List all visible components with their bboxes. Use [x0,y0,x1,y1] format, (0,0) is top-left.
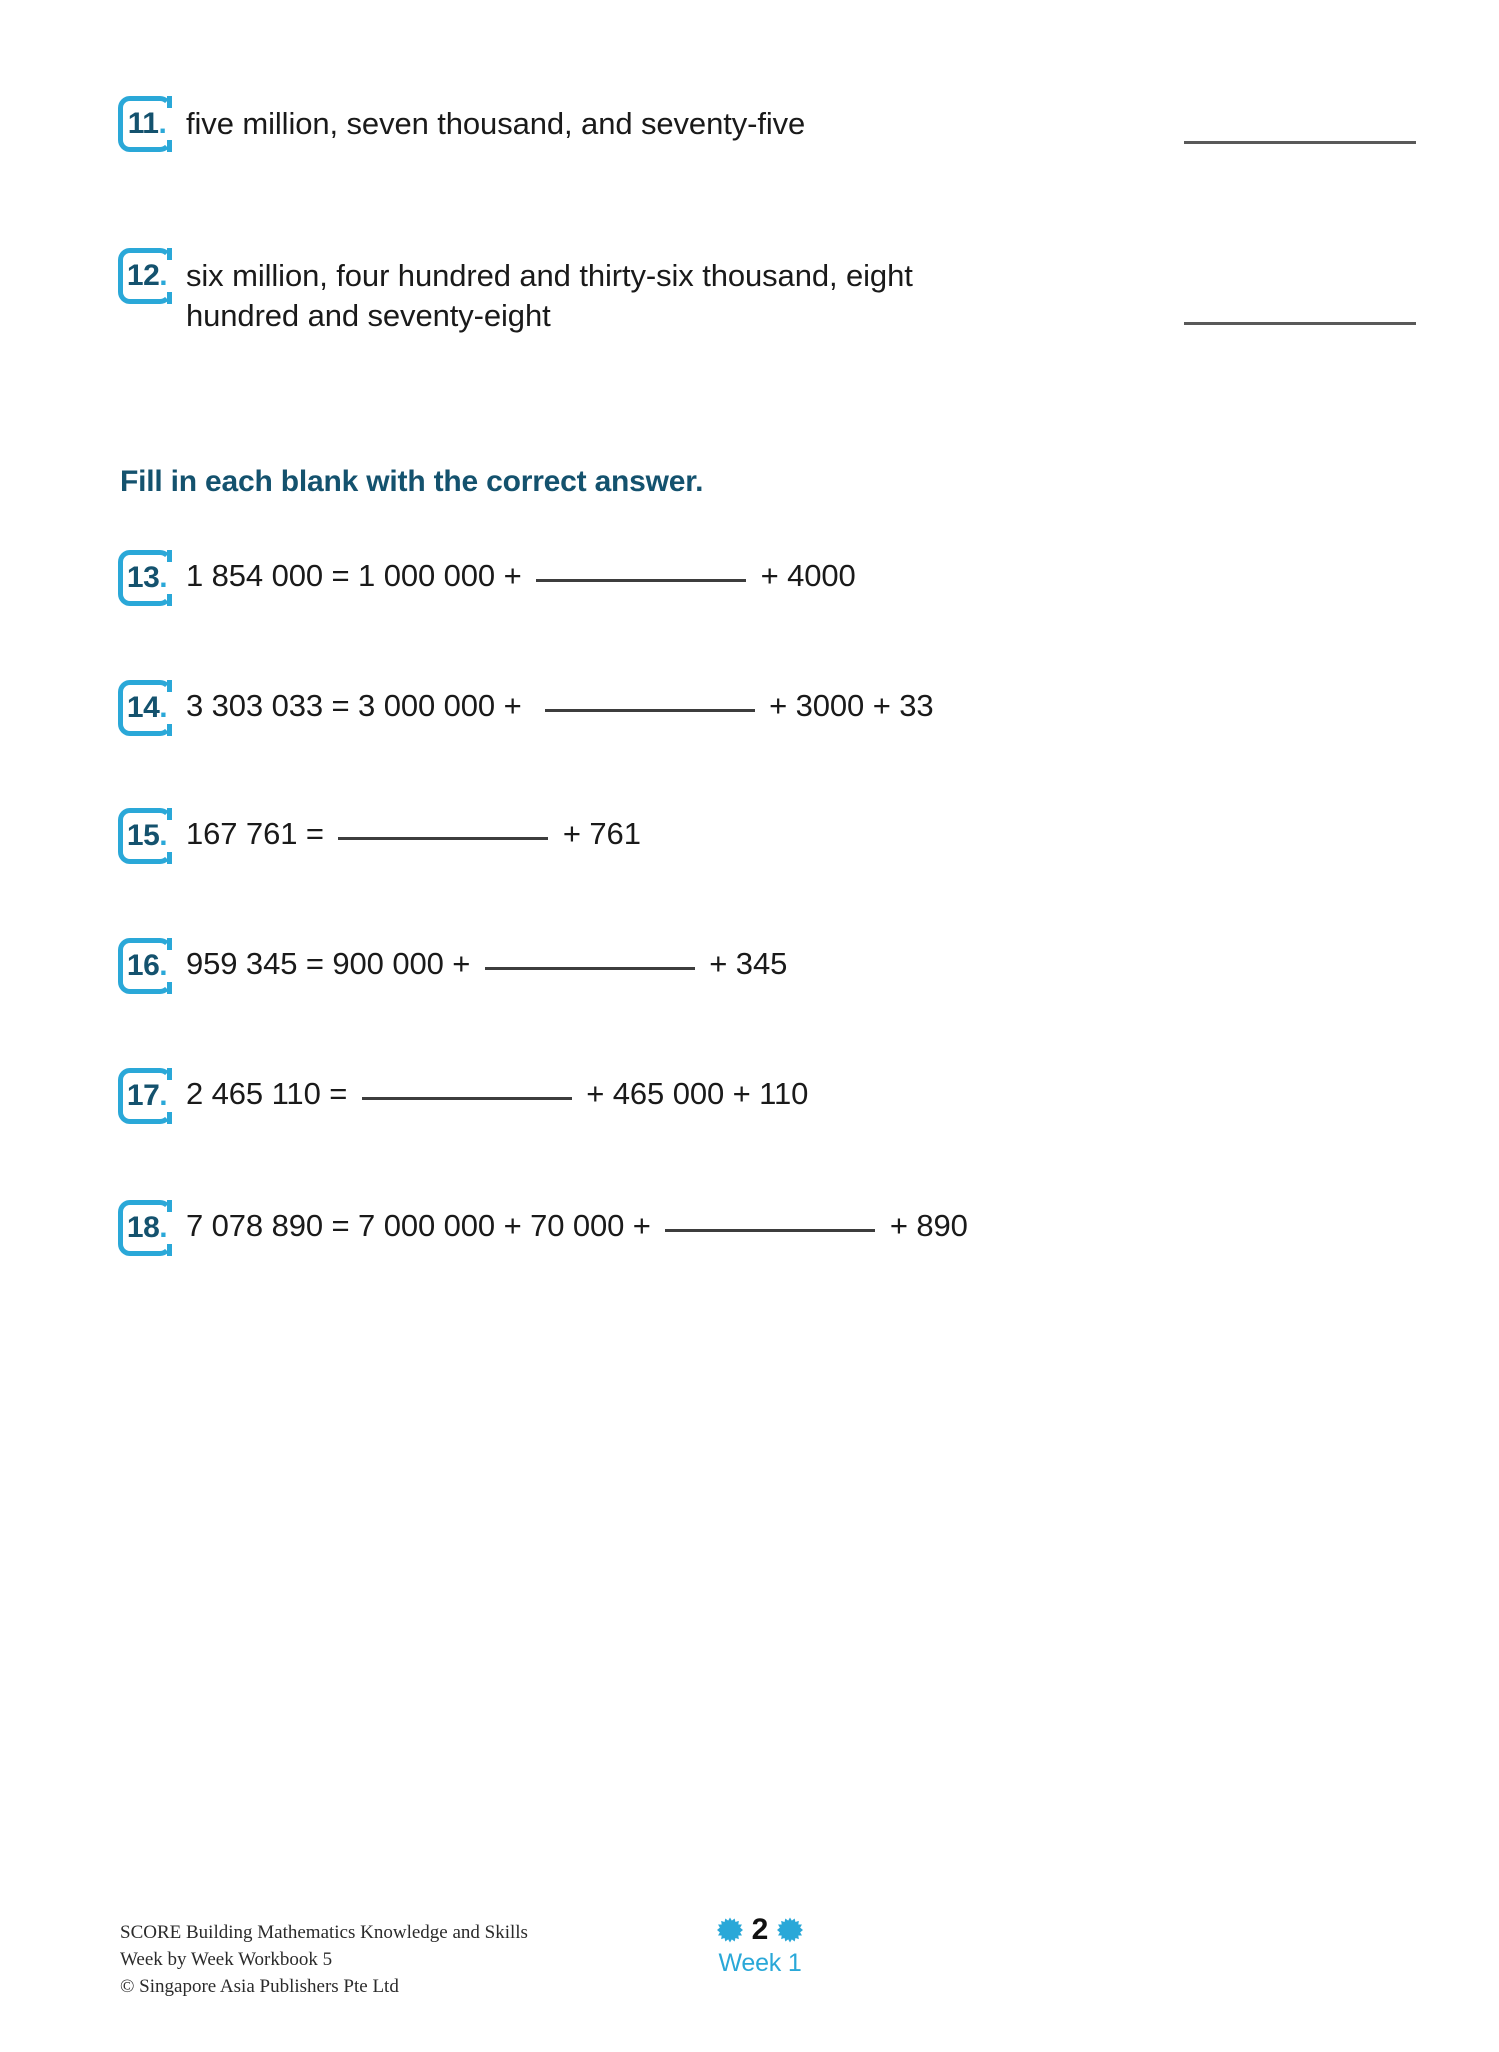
equation-15-after: + 761 [554,816,641,851]
question-number-badge-15 [118,808,176,864]
equation-18-after: + 890 [881,1208,968,1243]
question-18 [118,1200,968,1256]
page-number-row [660,1912,860,1948]
footer-credit-line-1: SCORE Building Mathematics Knowledge and Skills [120,1922,528,1943]
blank-line-13[interactable] [536,579,746,582]
footer-credit-block [120,1920,528,2001]
question-12-text: six million, four hundred and thirty-six thousand, eight hundred and seventy-eight [186,258,913,334]
question-16-equation [186,938,787,982]
blank-line-18[interactable] [665,1229,875,1232]
question-16 [118,938,787,994]
equation-14-before: 3 303 033 = 3 000 000 + [186,688,539,723]
page-footer [0,1902,1499,2052]
footer-copyright-line: © Singapore Asia Publishers Pte Ltd [120,1975,399,1997]
answer-line-11[interactable] [1184,141,1416,144]
equation-16-after: + 345 [700,946,788,981]
question-11-body [186,96,1416,144]
question-12-answer-area [976,248,1416,337]
equation-13-after: + 4000 [752,558,856,593]
question-14-equation [186,680,934,724]
question-13 [118,550,856,606]
equation-13-before: 1 854 000 = 1 000 000 + [186,558,531,593]
blank-line-16[interactable] [485,967,695,970]
question-17-equation [186,1068,808,1112]
question-number-13: 13 . [126,561,168,594]
blank-line-15[interactable] [338,837,548,840]
question-11-answer-area [976,96,1416,144]
question-18-equation [186,1200,968,1244]
question-number-11: 11 . [127,107,167,140]
question-number-16: 16 . [126,949,168,982]
week-label: Week 1 [718,1949,802,1977]
section-heading: Fill in each blank with the correct answer. [120,465,704,498]
answer-line-12[interactable] [1184,322,1416,325]
question-number-15: 15 . [126,819,168,852]
equation-16-before: 959 345 = 900 000 + [186,946,479,981]
question-number-badge-14 [118,680,176,736]
question-number-14: 14 . [126,691,168,724]
question-number-badge-12 [118,248,176,304]
question-number-badge-13 [118,550,176,606]
question-12-body [186,248,1416,337]
question-number-badge-18 [118,1200,176,1256]
blank-line-17[interactable] [362,1097,572,1100]
question-11 [118,96,1416,152]
equation-18-before: 7 078 890 = 7 000 000 + 70 000 + [186,1208,660,1243]
equation-14-after: + 3000 + 33 [760,688,934,723]
page-number: 2 [751,1913,769,1946]
question-12 [118,248,1416,337]
footer-page-marker [660,1912,860,1976]
starburst-icon-left [717,1917,743,1943]
question-number-12: 12 . [126,259,168,292]
question-number-badge-17 [118,1068,176,1124]
question-14 [118,680,934,736]
question-11-text: five million, seven thousand, and seventy-five [186,106,806,141]
equation-17-after: + 465 000 + 110 [577,1076,809,1111]
footer-credit-line-2: Week by Week Workbook 5 [120,1948,333,1970]
blank-line-14[interactable] [545,709,755,712]
question-15 [118,808,641,864]
question-number-badge-16 [118,938,176,994]
question-number-18: 18 . [126,1211,168,1244]
equation-15-before: 167 761 = [186,816,333,851]
equation-17-before: 2 465 110 = [186,1076,356,1111]
question-number-badge-11 [118,96,176,152]
question-13-equation [186,550,856,594]
question-15-equation [186,808,641,852]
starburst-icon-right [777,1917,803,1943]
question-number-17: 17 . [126,1079,168,1112]
question-17 [118,1068,808,1124]
